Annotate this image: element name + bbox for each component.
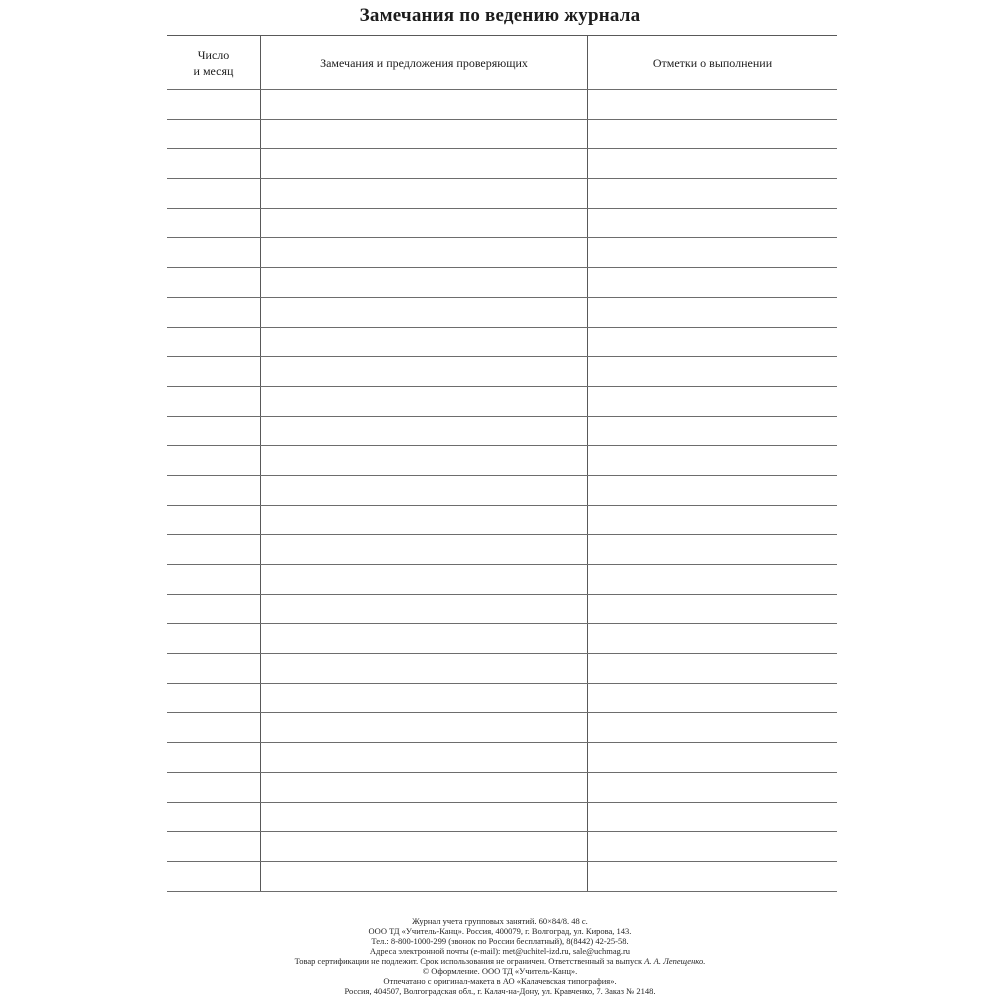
row-cell-completion — [588, 654, 837, 683]
table-row — [167, 506, 837, 536]
row-cell-date — [167, 862, 261, 891]
row-cell-date — [167, 595, 261, 624]
row-cell-completion — [588, 565, 837, 594]
header-date-line1: Число — [197, 47, 230, 62]
row-cell-date — [167, 298, 261, 327]
row-cell-date — [167, 535, 261, 564]
row-cell-completion — [588, 743, 837, 772]
row-cell-remarks — [261, 328, 588, 357]
row-cell-remarks — [261, 120, 588, 149]
table-row — [167, 120, 837, 150]
row-cell-date — [167, 357, 261, 386]
row-cell-date — [167, 179, 261, 208]
row-cell-completion — [588, 713, 837, 742]
row-cell-date — [167, 120, 261, 149]
row-cell-date — [167, 476, 261, 505]
row-cell-completion — [588, 595, 837, 624]
page-title: Замечания по ведению журнала — [359, 5, 641, 26]
row-cell-completion — [588, 387, 837, 416]
row-cell-date — [167, 684, 261, 713]
row-cell-remarks — [261, 862, 588, 891]
row-cell-completion — [588, 832, 837, 861]
row-cell-date — [167, 209, 261, 238]
row-cell-completion — [588, 209, 837, 238]
header-date-line2: и месяц — [193, 63, 234, 78]
row-cell-completion — [588, 476, 837, 505]
header-cell-remarks: Замечания и предложения проверяющих — [261, 36, 588, 89]
row-cell-remarks — [261, 506, 588, 535]
row-cell-date — [167, 803, 261, 832]
row-cell-date — [167, 90, 261, 119]
table-row — [167, 90, 837, 120]
row-cell-date — [167, 387, 261, 416]
table-row — [167, 357, 837, 387]
row-cell-remarks — [261, 743, 588, 772]
table-row — [167, 743, 837, 773]
table-row — [167, 595, 837, 625]
row-cell-remarks — [261, 624, 588, 653]
row-cell-completion — [588, 357, 837, 386]
certification-text: Товар сертификации не подлежит. Срок использования не ограничен. Ответственный за выпуск — [294, 956, 645, 966]
row-cell-remarks — [261, 179, 588, 208]
row-cell-remarks — [261, 535, 588, 564]
row-cell-date — [167, 565, 261, 594]
row-cell-date — [167, 268, 261, 297]
row-cell-date — [167, 773, 261, 802]
table-row — [167, 684, 837, 714]
row-cell-completion — [588, 803, 837, 832]
table-row — [167, 713, 837, 743]
row-cell-remarks — [261, 446, 588, 475]
table-row — [167, 238, 837, 268]
row-cell-completion — [588, 149, 837, 178]
table-row — [167, 476, 837, 506]
row-cell-completion — [588, 773, 837, 802]
row-cell-remarks — [261, 357, 588, 386]
row-cell-remarks — [261, 476, 588, 505]
row-cell-remarks — [261, 90, 588, 119]
table-row — [167, 268, 837, 298]
table-row — [167, 328, 837, 358]
row-cell-date — [167, 713, 261, 742]
table-row — [167, 654, 837, 684]
row-cell-date — [167, 149, 261, 178]
row-cell-completion — [588, 238, 837, 267]
table-row — [167, 387, 837, 417]
header-cell-date — [167, 36, 261, 89]
row-cell-remarks — [261, 713, 588, 742]
table-row — [167, 446, 837, 476]
row-cell-completion — [588, 624, 837, 653]
responsible-name: А. А. Лепещенко. — [644, 956, 706, 966]
row-cell-remarks — [261, 565, 588, 594]
row-cell-completion — [588, 90, 837, 119]
row-cell-remarks — [261, 209, 588, 238]
row-cell-remarks — [261, 773, 588, 802]
footer-line-printer: Отпечатано с оригинал-макета в АО «Калачевская типография». — [383, 976, 617, 986]
row-cell-completion — [588, 268, 837, 297]
row-cell-remarks — [261, 803, 588, 832]
footer-line-copyright: © Оформление. ООО ТД «Учитель-Канц». — [422, 966, 578, 976]
row-cell-remarks — [261, 654, 588, 683]
row-cell-remarks — [261, 684, 588, 713]
header-cell-completion: Отметки о выполнении — [652, 55, 773, 70]
row-cell-completion — [588, 298, 837, 327]
row-cell-date — [167, 328, 261, 357]
table-row — [167, 862, 837, 892]
table-row — [167, 803, 837, 833]
row-cell-completion — [588, 506, 837, 535]
row-cell-completion — [588, 120, 837, 149]
row-cell-remarks — [261, 595, 588, 624]
row-cell-date — [167, 743, 261, 772]
row-cell-completion — [588, 328, 837, 357]
table-body — [167, 90, 837, 892]
row-cell-completion — [588, 862, 837, 891]
row-cell-date — [167, 832, 261, 861]
row-cell-date — [167, 654, 261, 683]
footer — [0, 916, 1000, 996]
row-cell-remarks — [261, 238, 588, 267]
row-cell-remarks — [261, 832, 588, 861]
table-row — [167, 832, 837, 862]
table-header-row — [167, 35, 837, 90]
table-row — [167, 149, 837, 179]
footer-line-email: Адреса электронной почты (e-mail): met@uchitel-izd.ru, sale@uchmag.ru — [369, 946, 631, 956]
footer-line-publisher: ООО ТД «Учитель-Канц». Россия, 400079, г. Волгоград, ул. Кирова, 143. — [368, 926, 632, 936]
row-cell-remarks — [261, 149, 588, 178]
row-cell-date — [167, 238, 261, 267]
row-cell-completion — [588, 684, 837, 713]
row-cell-date — [167, 506, 261, 535]
table-row — [167, 565, 837, 595]
row-cell-completion — [588, 179, 837, 208]
table-row — [167, 209, 837, 239]
row-cell-completion — [588, 535, 837, 564]
table-row — [167, 179, 837, 209]
footer-line-certification — [0, 956, 1000, 966]
footer-line-edition: Журнал учета групповых занятий. 60×84/8. 48 с. — [412, 916, 588, 926]
row-cell-date — [167, 417, 261, 446]
footer-line-phone: Тел.: 8-800-1000-299 (звонок по России бесплатный), 8(8442) 42-25-58. — [371, 936, 629, 946]
row-cell-completion — [588, 446, 837, 475]
row-cell-remarks — [261, 387, 588, 416]
footer-line-order: Россия, 404507, Волгоградская обл., г. Калач-на-Дону, ул. Кравченко, 7. Заказ № 2148. — [344, 986, 656, 996]
table-row — [167, 535, 837, 565]
table-row — [167, 298, 837, 328]
row-cell-completion — [588, 417, 837, 446]
table-row — [167, 624, 837, 654]
table-row — [167, 773, 837, 803]
remarks-table — [167, 35, 837, 892]
row-cell-date — [167, 624, 261, 653]
row-cell-remarks — [261, 268, 588, 297]
row-cell-remarks — [261, 417, 588, 446]
table-row — [167, 417, 837, 447]
row-cell-remarks — [261, 298, 588, 327]
row-cell-date — [167, 446, 261, 475]
